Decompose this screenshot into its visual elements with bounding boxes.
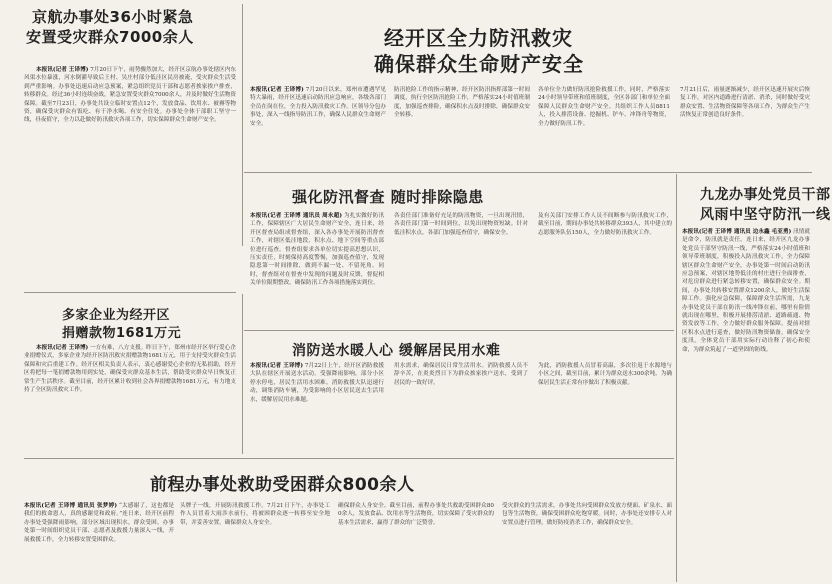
main-headline-line2: 确保群众生命财产安全: [374, 52, 584, 76]
duojia-headline-line1: 多家企业为经开区: [62, 308, 171, 323]
section-rule: [244, 172, 812, 173]
column-rule: [242, 4, 243, 246]
jiulong-text: 汛情就是命令，防汛就是责任。连日来，经开区九龙办事处党员干部坚守防汛一线，严格落实24小时值班和领导带班制度，积极投入防汛救灾工作，全力保障辖区群众生命财产安全。办事处第一时间启动防汛应急预案，对辖区地势低洼的村庄进行全面排查，对危房群众进行紧急转移安置，确保群众安全。期间，办事处共转移安置群众1200余人，做好生活保障工作。强化应急保障，保障群众生活所需，九龙办事处党员干部在防汛一线冲锋在前，哪里有险情就出现在哪里，积极开展排涝清淤、道路疏通、物资发放等工作，全力做好群众服务保障。提前对辖区积水点进行巡查，做好防汛物资储备，确保安全度汛。全体党员干部用实际行动诠释了初心和使命，为群众筑起了一道坚固的防线。: [682, 229, 810, 353]
duyaz-byline: 本报讯(记者 王译博 通讯员 周永超): [250, 213, 343, 219]
duyaz-col1: [250, 212, 384, 326]
jiulong-headline-line2: 风雨中坚守防汛一线: [700, 207, 831, 223]
qiancheng-byline: 本报讯(记者 王译博 通讯员 张梦婷): [24, 503, 118, 509]
jinghang-byline: 本报讯(记者 王译博): [36, 67, 89, 73]
duojia-text: 一方有难，八方支援。昨日下午，郑州市经开区举行爱心企业捐赠仪式，多家企业为经开区防汛救灾捐赠款物1681万元，用于支持受灾群众生活保障和灾后重建工作。经开区相关负责人表示，衷心感谢爱心企业的无私捐助，经开区将把每一笔捐赠款物用到实处，确保受灾群众基本生活，帮助受灾群众早日恢复正常生产生活秩序。截至目前，经开区累计收到社会各界捐赠款物1681万元，有力地支持了全区防汛救灾工作。: [24, 345, 236, 394]
xiaodu-headline: 消防送水暖人心 缓解居民用水难: [292, 343, 501, 359]
qiancheng-col1-text: “太感谢了，这也都是我们的救命恩人，真的感谢党和政府。”连日来，经开区前程办事处受强降雨影响，部分区域出现积水，群众受困。办事处第一时间组织党员干部、志愿者及救援力量深入一线，开展救援工作，全力转移安置受困群众。: [24, 503, 174, 543]
xiaodu-byline: 本报讯(记者 王译博): [250, 363, 303, 369]
jinghang-headline-line1: 京航办事处36小时紧急: [32, 8, 194, 26]
main-col2: 防汛抢险工作的指示精神，经开区防汛指挥部第一时间调度，执行全区防汛抢险工作，严格落实24小时值班制度，加强巡查排险，确保积水点及时排除，确保群众安全转移。: [394, 87, 530, 119]
duojia-byline: 本报讯(记者 王译博): [36, 345, 89, 351]
duyaz-col3: 及有关部门安排工作人员不间断参与防汛救灾工作，截至目前，期间办事处共转移群众393人，其中建立的志愿服务队伍150人，全力做好防汛救灾工作。: [538, 213, 672, 236]
main-col3: 各单位全力做好防汛抢险救援工作，同时，严格落实24小时领导带班和值班制度，全区各部门和单位全面保障人民群众生命财产安全。共组织工作人员8811人，投入排涝设备、挖掘机、铲车、冲锋舟等物资，全力做好防汛工作。: [538, 87, 670, 127]
xiaodu-col1: [250, 362, 384, 454]
jiulong-headline-line1: 九龙办事处党员干部: [700, 187, 831, 203]
jinghang-text: 7月20日下午，雨势骤然加大，经开区京航办事处辖区内东风渠水位暴涨，河水倒灌导致后王村、吴庄村部分低洼区民房被淹，受灾群众生活受到严重影响。办事处迅速启动应急预案，紧急组织党员干部和志愿者挨家挨户排查，转移群众。经过36小时连续奋战，紧急安置受灾群众7000余人，并及时做好生活物资保障。截至7月23日，办事处共设立临时安置点12个，发放食品、饮用水、被褥等物资，确保受灾群众有饭吃、有干净水喝、有安全住处。办事处全体干部职工坚守一线，昼夜值守，全力以赴做好防汛救灾各项工作，切实保障群众生命财产安全。: [24, 67, 236, 124]
jinghang-headline-line2: 安置受灾群众7000余人: [26, 28, 194, 46]
duyaz-text: 为扎实做好防汛工作，保障辖区广大居民生命财产安全，连日来，经开区督查局组成督查组，深入各办事处开展防汛督查工作，对辖区低洼地段、积水点、地下空间等重点部位进行巡查。督查组要求各单位切实提高思想认识，压实责任，时刻保持高度警惕，加强巡查值守，发现隐患第一时间排除，做到不漏一处、不留死角。同时，督查组对在督查中发现的问题及时反馈，督促相关单位限期整改，确保防汛工作各项措施落实到位。: [250, 213, 384, 287]
main-headline-line1: 经开区全力防汛救灾: [384, 26, 573, 50]
xiaodu-col2: 用水需求，确保居民日常生活用水。消防救援人员不辞辛苦，在炎炎烈日下为群众挨家挨户送水，受到了居民的一致好评。: [394, 363, 528, 386]
qiancheng-col2: 头牌子一线，开展防汛救援工作。7月21日下午，办事处工作人员冒着大雨涉水前行，将被困群众逐一转移至安全地带，并妥善安置，确保群众人身安全。: [180, 503, 330, 526]
jiulong-body: [682, 228, 810, 578]
qiancheng-col4: 受灾群众的生活需求，办事处共向受困群众发放方便面、矿泉水、面包等生活物资，确保受困群众吃饱穿暖。同时，办事处还安排专人对安置点进行管理，做好防疫消杀工作，确保群众安全。: [502, 503, 672, 526]
duyaz-col2: 各责任部门准备好充足的防汛物资，一旦出现汛情，各责任部门第一时间到位，以免出现物资短缺。针对低洼积水点，各部门加强巡查值守，确保安全。: [394, 213, 528, 236]
duojia-body: [24, 344, 236, 450]
main-col1: [250, 86, 386, 168]
duojia-headline-line2: 捐赠款物1681万元: [62, 326, 182, 341]
section-rule: [244, 330, 674, 331]
column-rule: [676, 174, 677, 582]
section-rule: [24, 458, 674, 459]
section-rule: [24, 292, 236, 293]
xiaodu-col3: 为此，消防救援人员冒着高温，多次往返于水源地与小区之间，截至目前，累计为群众送水300余吨，为确保居民生活正常有序做出了积极贡献。: [538, 363, 672, 386]
qiancheng-col3: 确保群众人身安全。截至目前，前程办事处共救助受困群众800余人，发放食品、饮用水等生活物资，切实保障了受灾群众的基本生活需求，赢得了群众的广泛赞誉。: [338, 503, 494, 526]
main-byline: 本报讯(记者 王译博): [250, 87, 304, 93]
jinghang-body: [24, 66, 236, 286]
column-rule: [242, 294, 243, 454]
qiancheng-headline: 前程办事处救助受困群众800余人: [150, 475, 415, 495]
main-col4: 7月21日后，雨量逐渐减少，经开区迅速开展灾后恢复工作，对区内道路进行清淤、消杀，同时做好受灾群众安置、生活物资保障等各项工作，为群众生产生活恢复正常创造良好条件。: [680, 87, 810, 119]
qiancheng-col1: [24, 502, 174, 580]
xiaodu-col1-text: 7月22日上午，经开区消防救援大队在辖区开展送水活动。受强降雨影响，部分小区停水停电，居民生活用水困难。消防救援大队迅速行动，调集消防车辆，为受影响的小区居民送去生活用水，缓解居民用水难题。: [250, 363, 384, 403]
duyaz-headline: 强化防汛督查 随时排除隐患: [292, 188, 484, 206]
jiulong-byline: 本报讯(记者 王译博 通讯员 边永鑫 毛亚勇): [682, 229, 792, 235]
main-col1-text: 7月20日以来，郑州市遭遇罕见特大暴雨，经开区迅速启动防汛应急响应，各级各部门全员在岗在位，全力投入防汛救灾工作。区领导分包办事处，深入一线指导防汛工作，确保人民群众生命财产安全。: [250, 87, 386, 127]
